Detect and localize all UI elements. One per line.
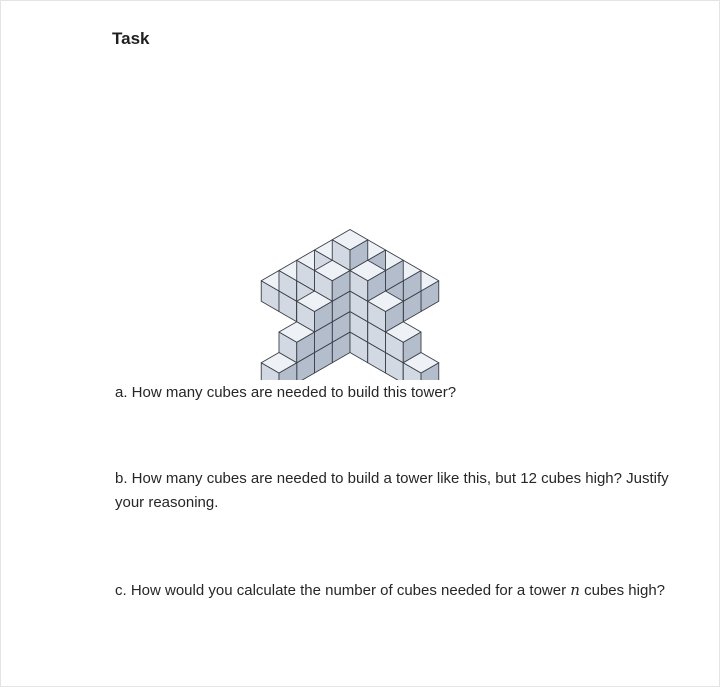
question-b: b. How many cubes are needed to build a tower like this, but 12 cubes high? Justify your reasoning. <box>115 470 669 511</box>
question-c-text-end: cubes high? <box>579 582 666 599</box>
question-c-text: c. How would you calculate the number of cubes needed for a tower <box>115 582 571 599</box>
page-title: Task <box>112 29 150 48</box>
variable-n: n <box>570 581 580 599</box>
question-c <box>115 578 675 603</box>
question-a: a. How many cubes are needed to build this tower? <box>115 384 457 401</box>
